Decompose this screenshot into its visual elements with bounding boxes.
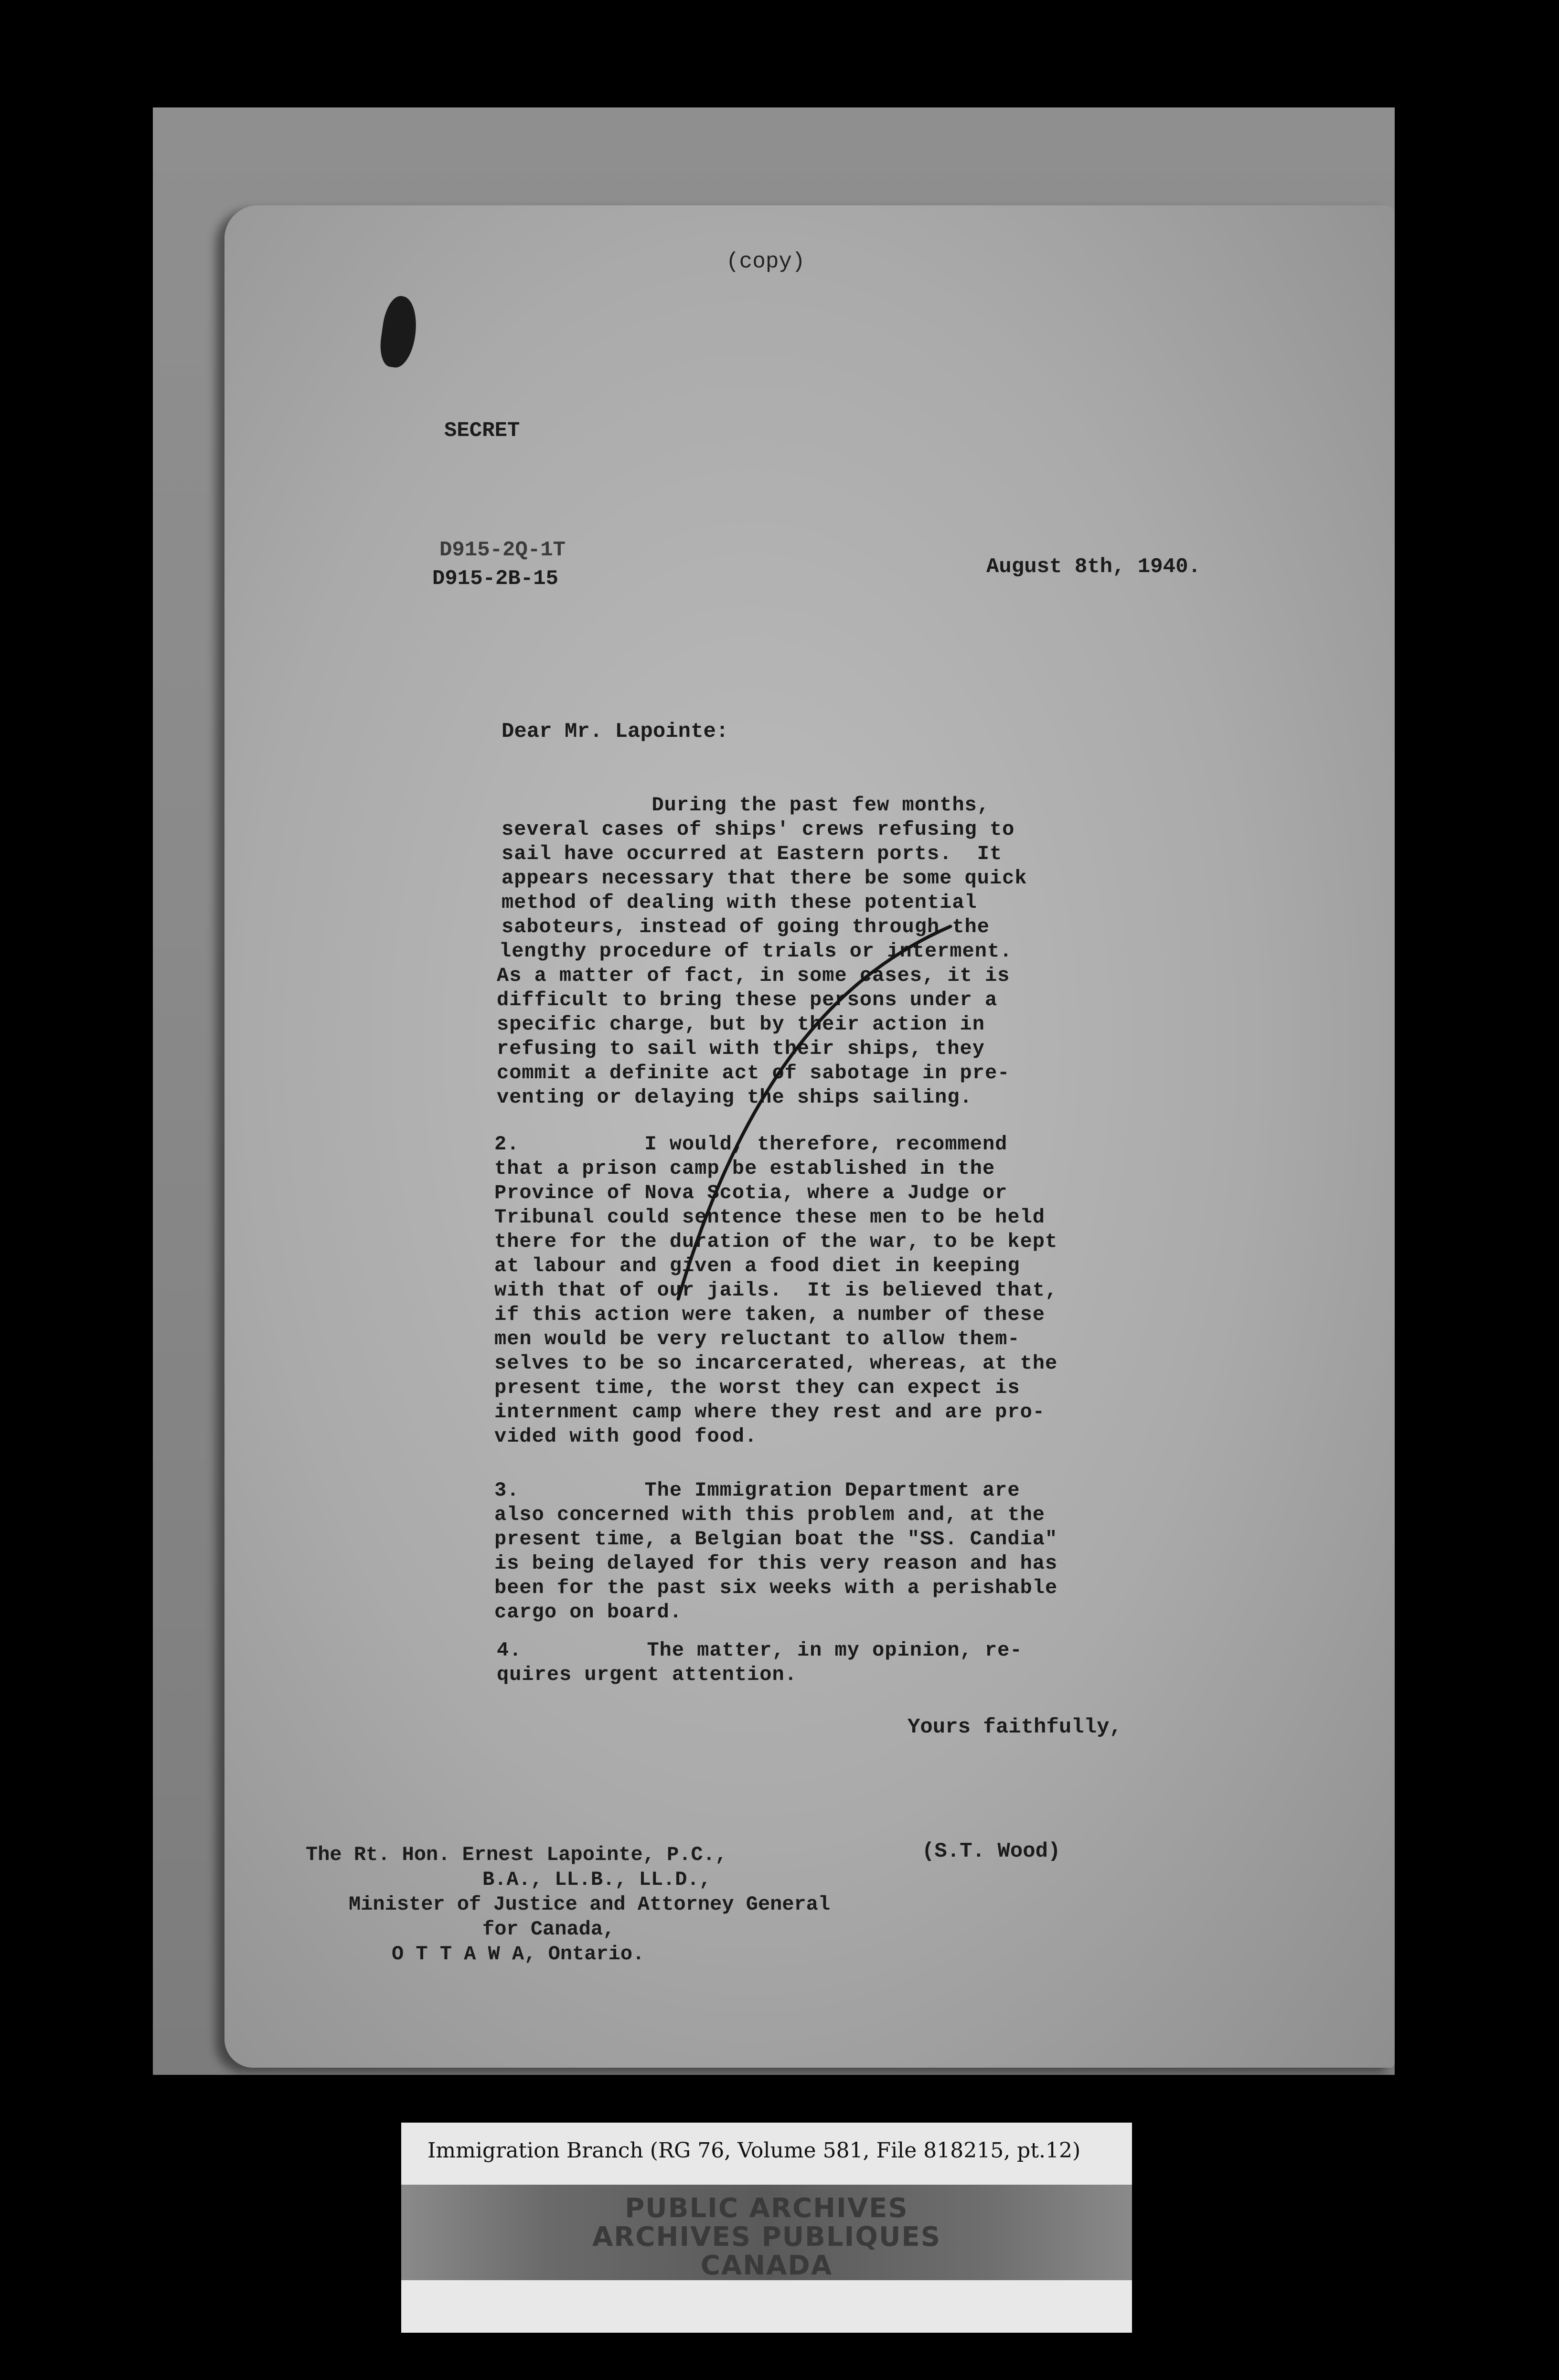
letter-date: August 8th, 1940. — [986, 555, 1201, 579]
body-line: Tribunal could sentence these men to be held — [494, 1206, 1045, 1229]
body-line: that a prison camp be established in the — [494, 1157, 995, 1180]
body-line: difficult to bring these persons under a — [497, 988, 998, 1011]
body-line: refusing to sail with their ships, they — [497, 1037, 985, 1060]
body-line: vided with good food. — [494, 1425, 758, 1448]
body-line: saboteurs, instead of going through the — [502, 915, 990, 938]
address-line: The Rt. Hon. Ernest Lapointe, P.C., — [306, 1843, 727, 1866]
body-line: sail have occurred at Eastern ports. It — [502, 842, 1003, 865]
signature-block: (S.T. Wood) — [922, 1839, 1061, 1863]
body-line: 4. The matter, in my opinion, re- — [497, 1639, 1023, 1662]
body-line: venting or delaying the ships sailing. — [497, 1086, 972, 1109]
body-line: lengthy procedure of trials or interment. — [499, 940, 1013, 963]
body-line: As a matter of fact, in some cases, it is — [497, 964, 1010, 987]
body-line: Province of Nova Scotia, where a Judge or — [494, 1181, 1008, 1204]
body-line: is being delayed for this very reason and has — [494, 1552, 1058, 1575]
body-line: if this action were taken, a number of these — [494, 1303, 1045, 1326]
address-line: O T T A W A, Ontario. — [392, 1943, 645, 1966]
copy-label: (copy) — [726, 249, 805, 274]
address-line: for Canada, — [482, 1918, 615, 1941]
body-line: During the past few months, — [502, 794, 990, 817]
body-line: present time, a Belgian boat the "SS. Candia" — [494, 1528, 1058, 1551]
archive-stamp-line: ARCHIVES PUBLIQUES — [592, 2221, 941, 2252]
archive-caption: Immigration Branch (RG 76, Volume 581, File 818215, pt.12) — [427, 2138, 1081, 2163]
body-line: present time, the worst they can expect is — [494, 1376, 1020, 1399]
address-line: Minister of Justice and Attorney General — [349, 1893, 831, 1916]
body-line: selves to be so incarcerated, whereas, at the — [494, 1352, 1058, 1375]
body-line: with that of our jails. It is believed that, — [494, 1279, 1058, 1302]
body-line: several cases of ships' crews refusing to — [502, 818, 1015, 841]
body-line: commit a definite act of sabotage in pre- — [497, 1062, 1010, 1084]
body-line: internment camp where they rest and are pro- — [494, 1401, 1045, 1424]
body-line: men would be very reluctant to allow them- — [494, 1328, 1020, 1350]
body-line: 2. I would, therefore, recommend — [494, 1133, 1008, 1156]
archive-stamp-line: PUBLIC ARCHIVES — [625, 2193, 908, 2224]
body-line: appears necessary that there be some quick — [502, 867, 1027, 890]
address-line: B.A., LL.B., LL.D., — [482, 1868, 711, 1891]
archive-stamp-line: CANADA — [700, 2250, 833, 2281]
body-line: been for the past six weeks with a perishable — [494, 1576, 1058, 1599]
body-line: also concerned with this problem and, at the — [494, 1503, 1045, 1526]
classification-label: SECRET — [444, 419, 520, 443]
body-line: 3. The Immigration Department are — [494, 1479, 1020, 1502]
body-line: specific charge, but by their action in — [497, 1013, 985, 1036]
file-reference-2: D915-2B-15 — [432, 567, 559, 591]
body-line: method of dealing with these potential — [502, 891, 977, 914]
closing: Yours faithfully, — [908, 1715, 1122, 1739]
body-line: quires urgent attention. — [497, 1663, 797, 1686]
body-line: cargo on board. — [494, 1601, 683, 1624]
body-line: there for the duration of the war, to be kept — [494, 1230, 1058, 1253]
file-reference-1: D915-2Q-1T — [439, 538, 566, 562]
body-line: at labour and given a food diet in keeping — [494, 1254, 1020, 1277]
salutation: Dear Mr. Lapointe: — [502, 720, 729, 744]
